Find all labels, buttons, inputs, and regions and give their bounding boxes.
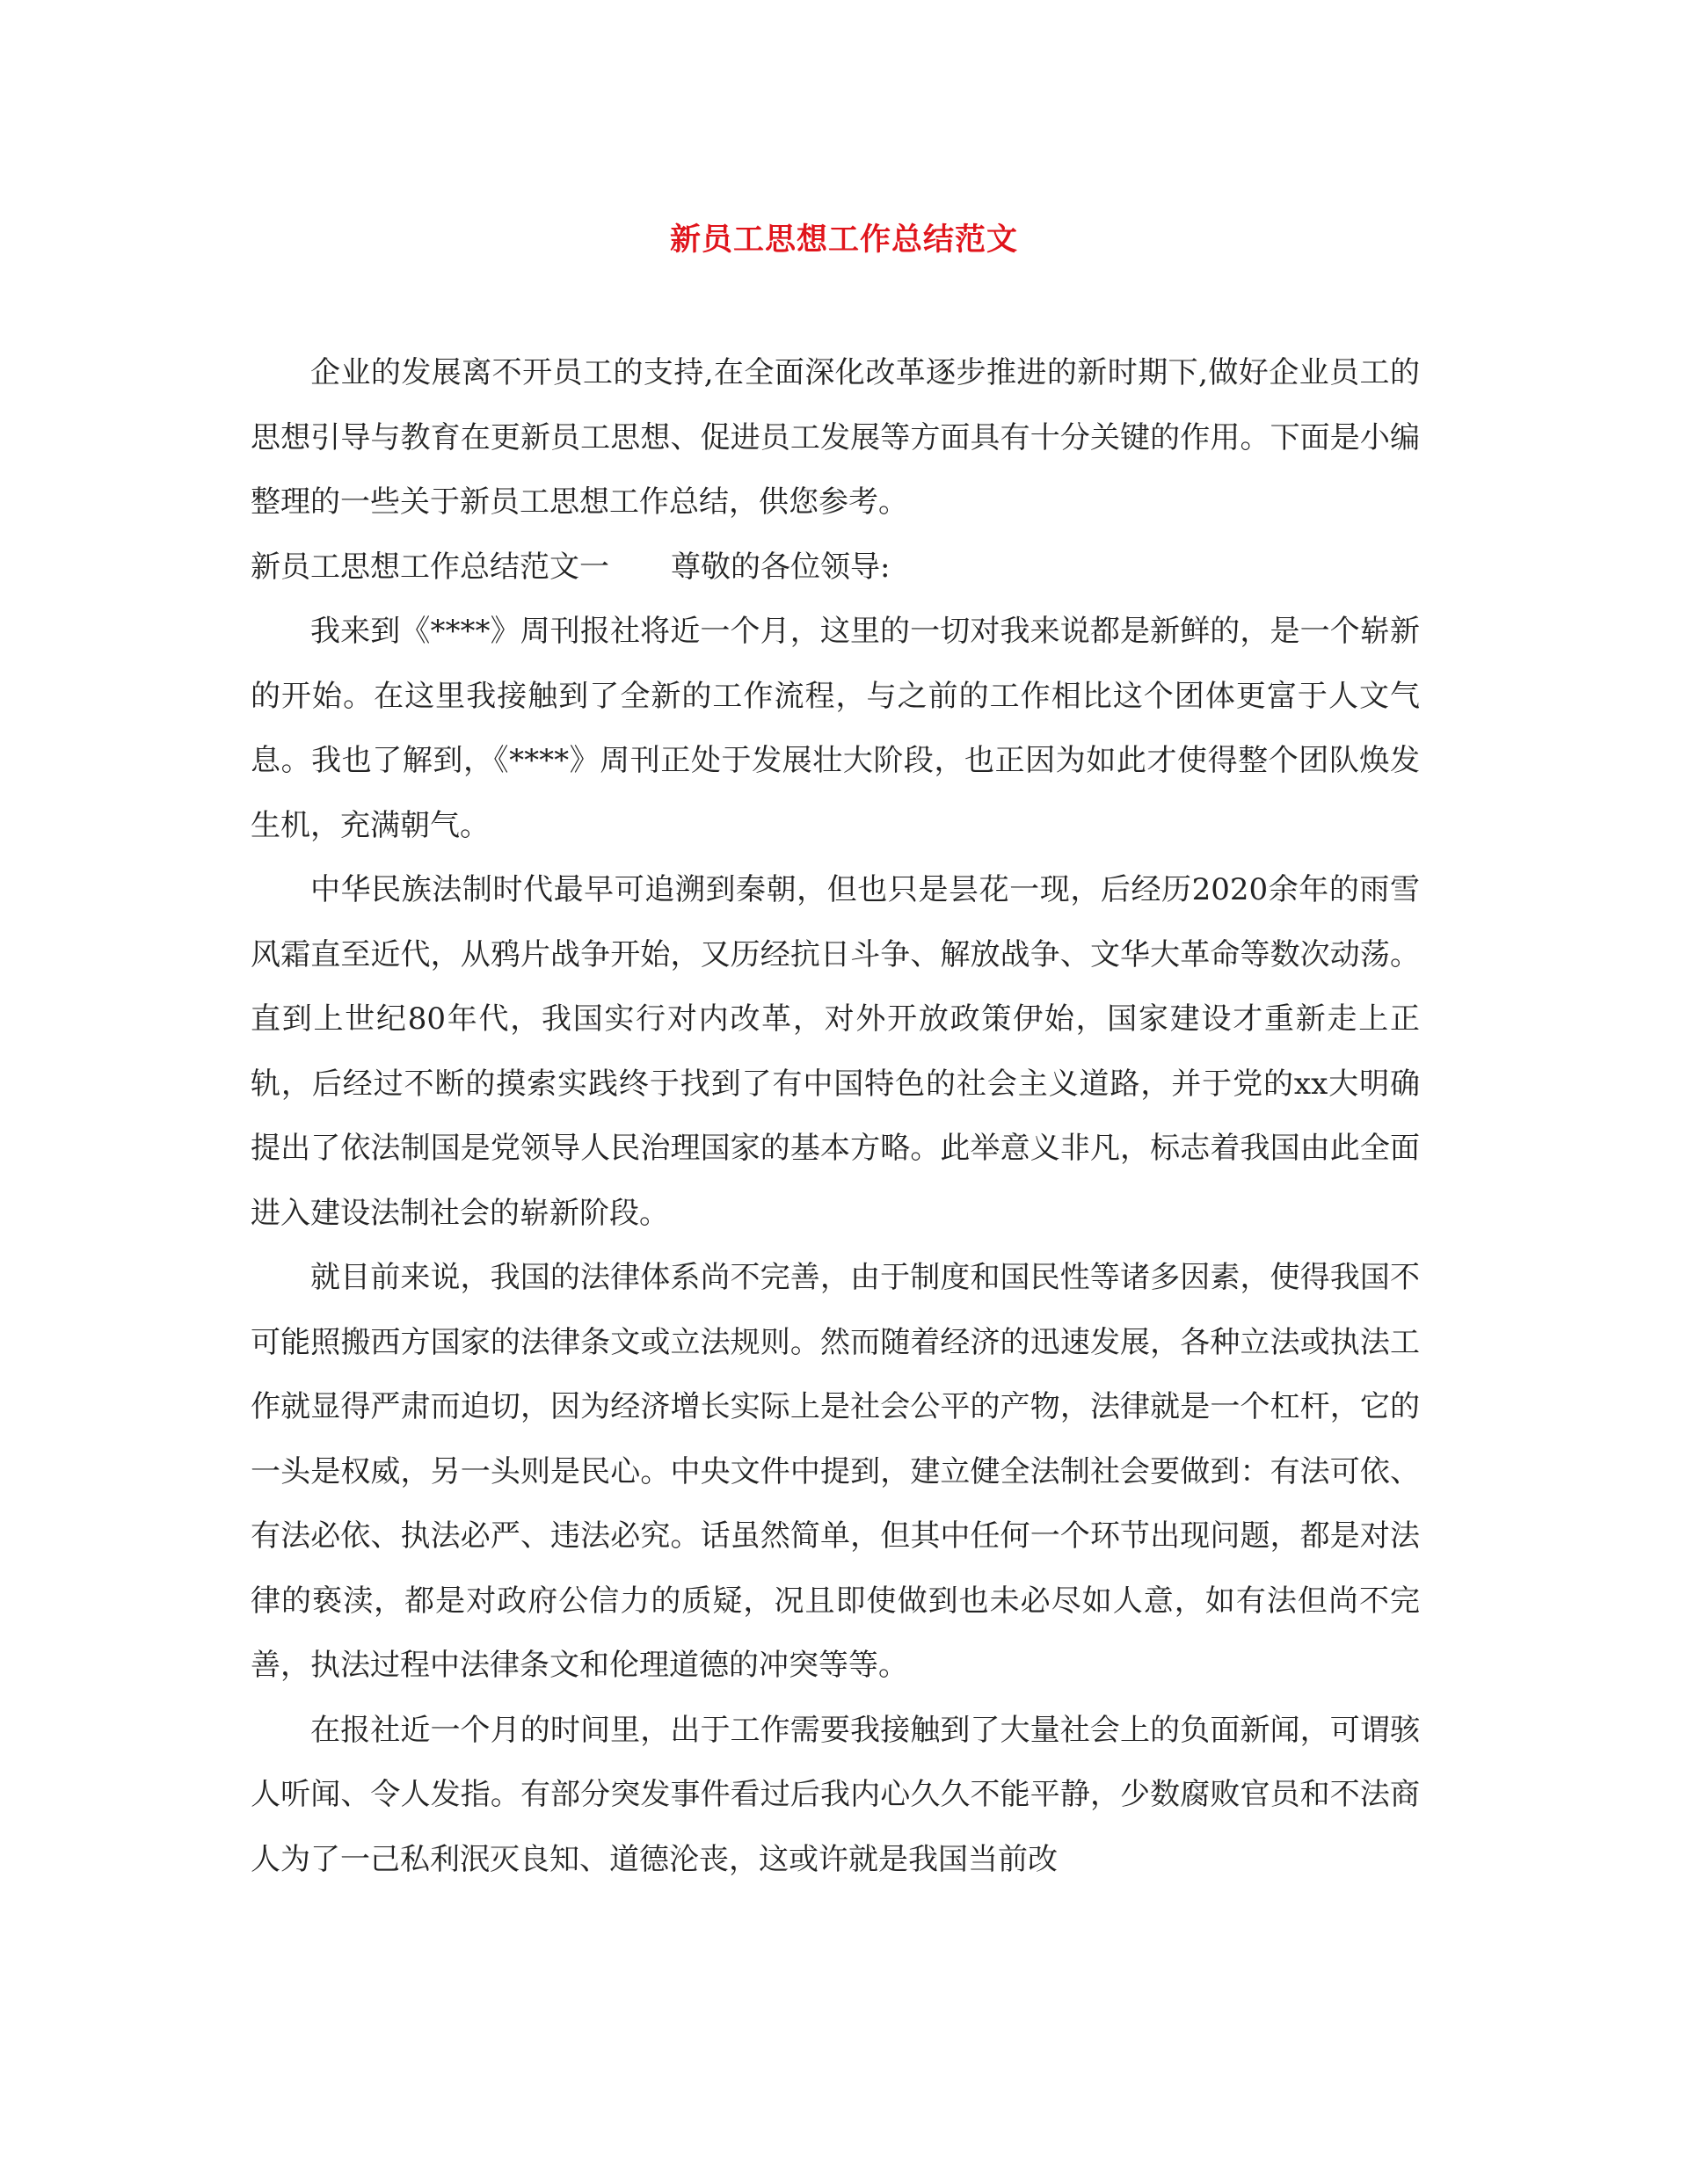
section-heading-line xyxy=(251,535,1420,601)
salutation: 尊敬的各位领导: xyxy=(671,549,891,585)
body-paragraph-3: 就目前来说，我国的法律体系尚不完善，由于制度和国民性等诸多因素，使得我国不可能照搬西方国家的法律条文或立法规则。然而随着经济的迅速发展，各种立法或执法工作就显得严肃而迫切，因为经济增长实际上是社会公平的产物，法律就是一个杠杆，它的一头是权威，另一头则是民心。中央文件中提到，建立健全法制社会要做到：有法可依、有法必依、执法必严、违法必究。话虽然简单，但其中任何一个环节出现问题，都是对法律的亵渎，都是对政府公信力的质疑，况且即使做到也未必尽如人意，如有法但尚不完善，执法过程中法律条文和伦理道德的冲突等等。 xyxy=(251,1260,1420,1683)
document-body xyxy=(251,341,1420,1892)
body-paragraph-2: 中华民族法制时代最早可追溯到秦朝，但也只是昙花一现，后经历2020余年的雨雪风霜直至近代，从鸦片战争开始，又历经抗日斗争、解放战争、文华大革命等数次动荡。直到上世纪80年代，我国实行对内改革，对外开放政策伊始，国家建设才重新走上正轨，后经过不断的摸索实践终于找到了有中国特色的社会主义道路，并于党的xx大明确提出了依法制国是党领导人民治理国家的基本方略。此举意义非凡，标志着我国由此全面进入建设法制社会的崭新阶段。 xyxy=(251,872,1420,1231)
section-heading: 新员工思想工作总结范文一 xyxy=(251,549,609,585)
body-paragraph-4: 在报社近一个月的时间里，出于工作需要我接触到了大量社会上的负面新闻，可谓骇人听闻、令人发指。有部分突发事件看过后我内心久久不能平静，少数腐败官员和不法商人为了一己私利泯灭良知、道德沦丧，这或许就是我国当前改 xyxy=(251,1712,1420,1877)
body-paragraph-1: 我来到《****》周刊报社将近一个月，这里的一切对我来说都是新鲜的，是一个崭新的开始。在这里我接触到了全新的工作流程，与之前的工作相比这个团体更富于人文气息。我也了解到，《****》周刊正处于发展壮大阶段，也正因为如此才使得整个团队焕发生机，充满朝气。 xyxy=(251,614,1420,843)
intro-paragraph: 企业的发展离不开员工的支持,在全面深化改革逐步推进的新时期下,做好企业员工的思想引导与教育在更新员工思想、促进员工发展等方面具有十分关键的作用。下面是小编整理的一些关于新员工思想工作总结，供您参考。 xyxy=(251,355,1420,520)
document-title: 新员工思想工作总结范文 xyxy=(669,222,1018,258)
